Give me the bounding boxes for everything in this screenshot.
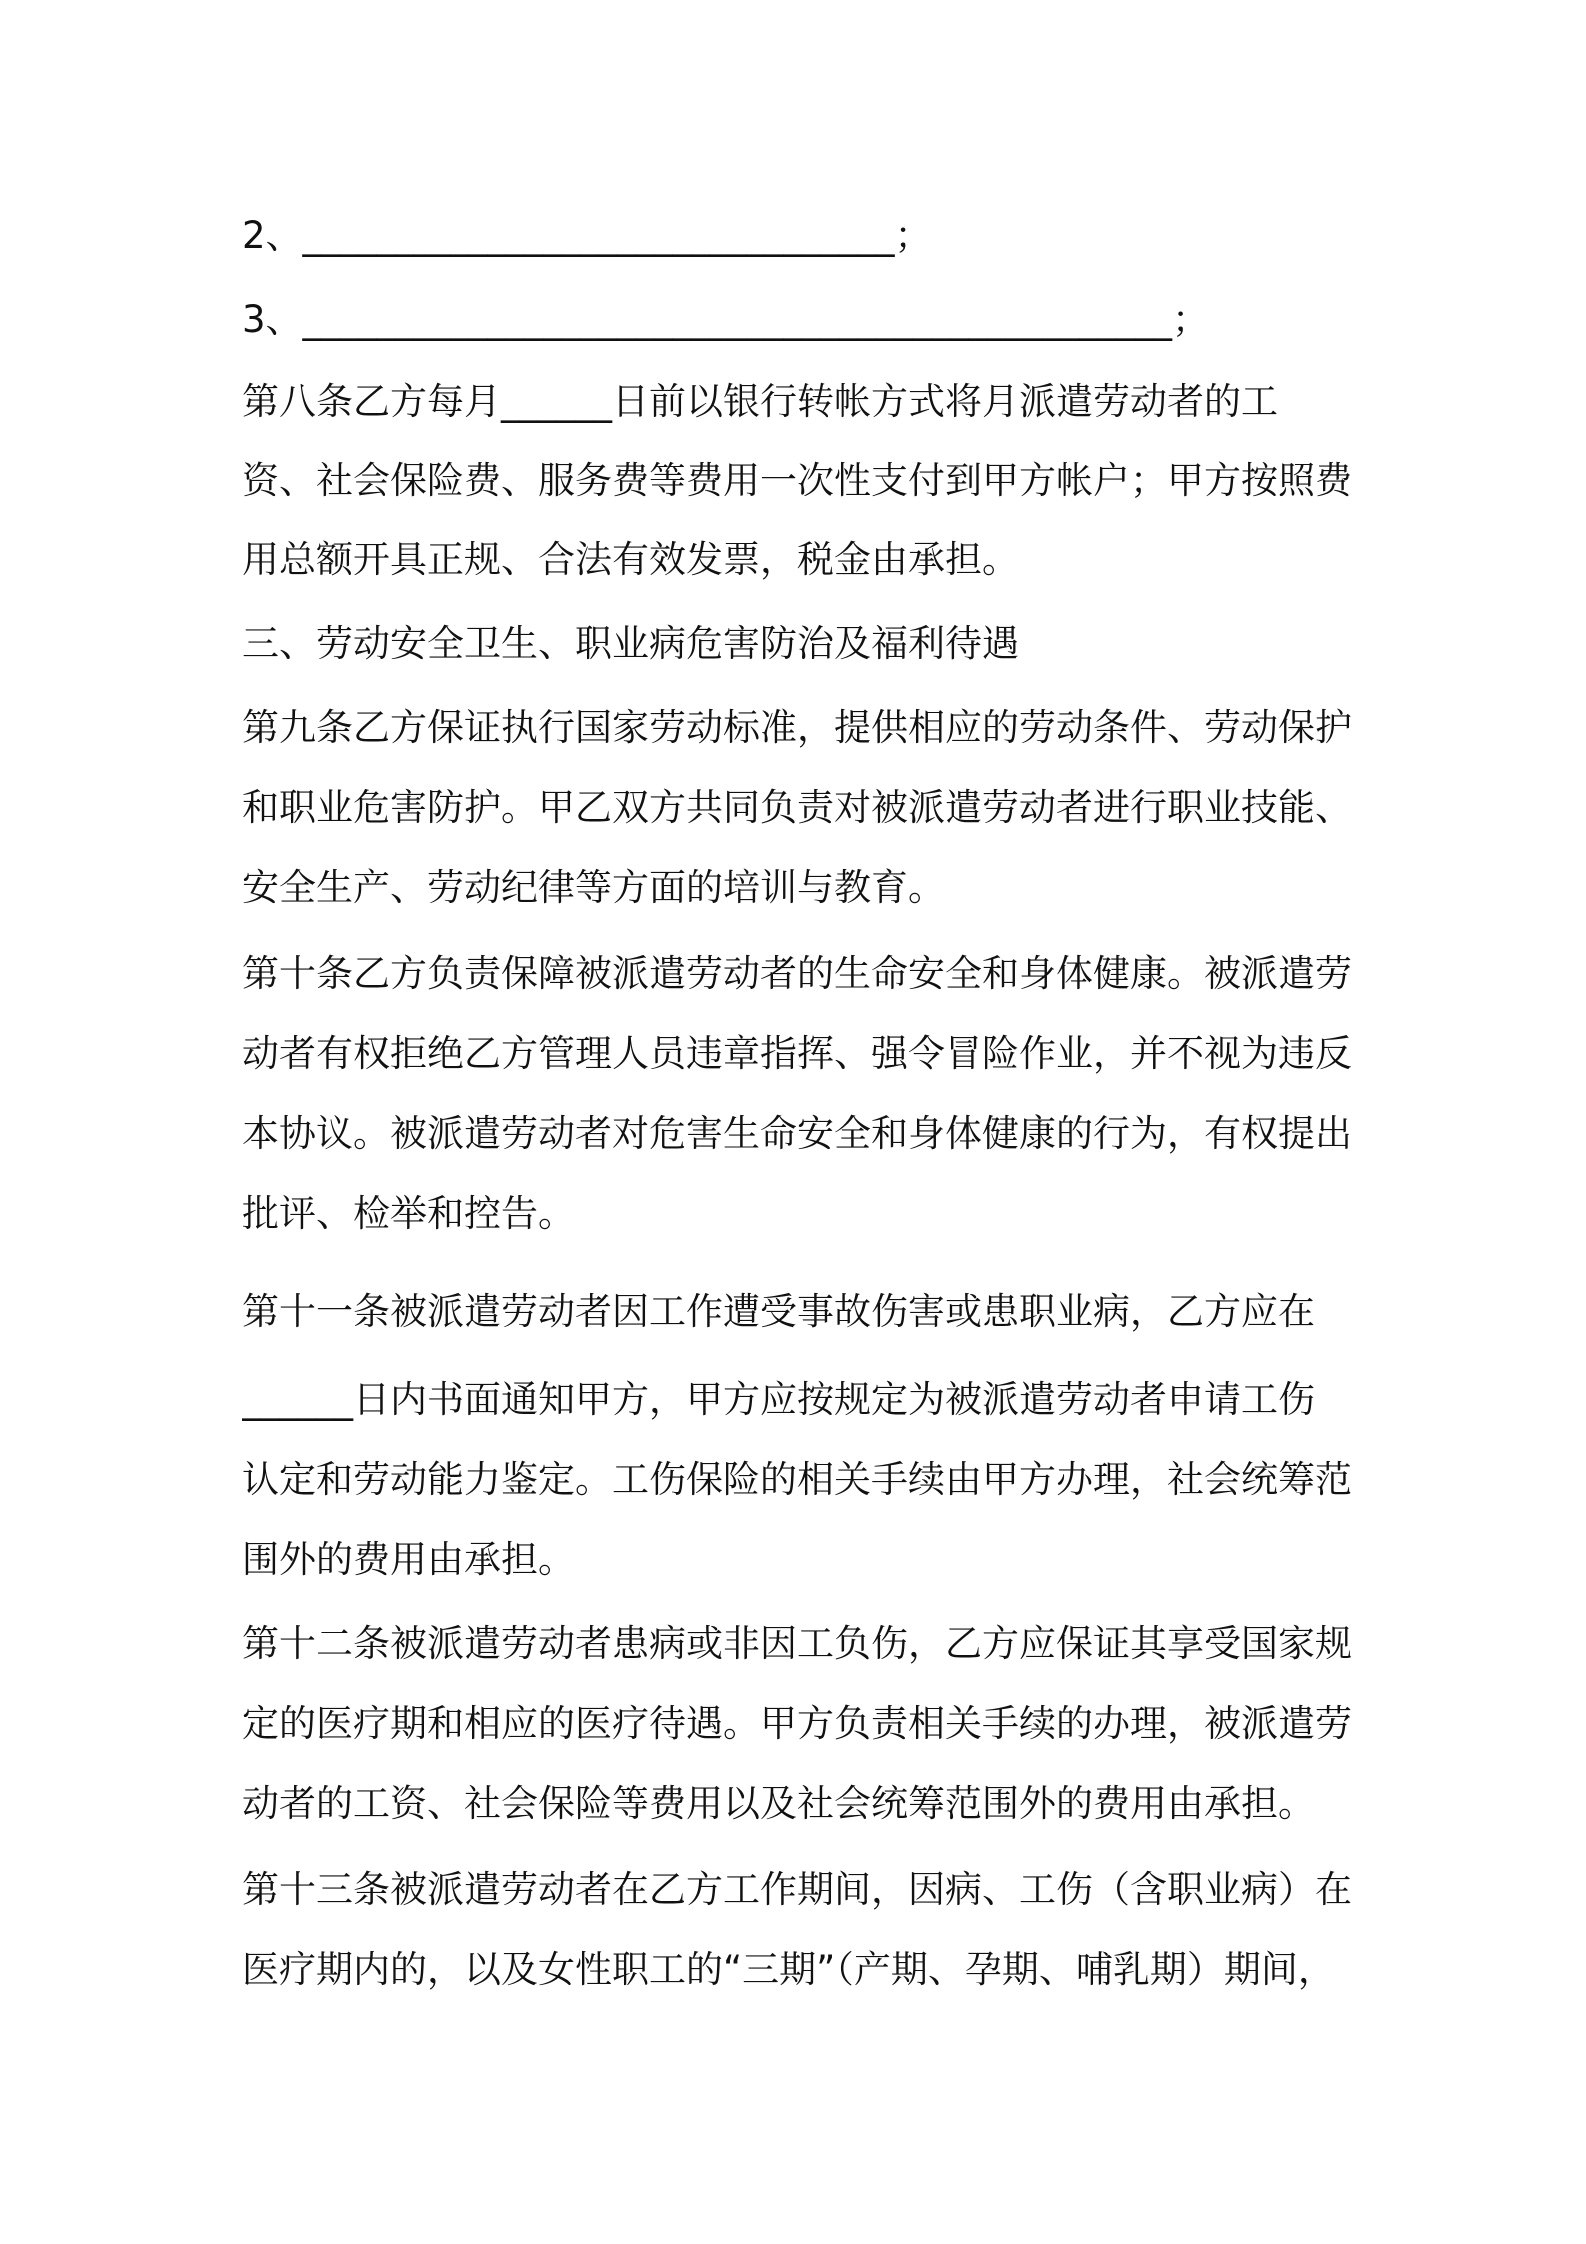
text-line: 第十条乙方负责保障被派遣劳动者的生命安全和身体健康。被派遣劳 — [242, 952, 1352, 995]
text-line: 定的医疗期和相应的医疗待遇。甲方负责相关手续的办理，被派遣劳 — [242, 1702, 1352, 1745]
text-line: 3、_______________________________________________； — [242, 298, 1210, 341]
text-line: 2、________________________________； — [242, 214, 932, 257]
text-line: 第十二条被派遣劳动者患病或非因工负伤，乙方应保证其享受国家规 — [242, 1622, 1352, 1665]
text-line: 资、社会保险费、服务费等费用一次性支付到甲方帐户；甲方按照费 — [242, 459, 1352, 502]
text-line: 认定和劳动能力鉴定。工伤保险的相关手续由甲方办理，社会统筹范 — [242, 1458, 1352, 1501]
text-line: 第八条乙方每月______日前以银行转帐方式将月派遣劳动者的工 — [242, 380, 1278, 423]
text-line: 医疗期内的，以及女性职工的“三期”（产期、孕期、哺乳期）期间， — [242, 1948, 1335, 1991]
text-line: 批评、检举和控告。 — [242, 1192, 575, 1235]
text-line: 动者的工资、社会保险等费用以及社会统筹范围外的费用由承担。 — [242, 1782, 1315, 1825]
text-line: 用总额开具正规、合法有效发票，税金由承担。 — [242, 538, 1019, 581]
section-heading: 三、劳动安全卫生、职业病危害防治及福利待遇 — [242, 622, 1019, 665]
text-line: 和职业危害防护。甲乙双方共同负责对被派遣劳动者进行职业技能、 — [242, 786, 1352, 829]
text-line: 围外的费用由承担。 — [242, 1538, 575, 1581]
text-line: 第十三条被派遣劳动者在乙方工作期间，因病、工伤（含职业病）在 — [242, 1868, 1352, 1911]
text-line: 第十一条被派遣劳动者因工作遭受事故伤害或患职业病，乙方应在 — [242, 1290, 1315, 1333]
text-line: ______日内书面通知甲方，甲方应按规定为被派遣劳动者申请工伤 — [242, 1378, 1315, 1421]
text-line: 本协议。被派遣劳动者对危害生命安全和身体健康的行为，有权提出 — [242, 1112, 1352, 1155]
text-line: 安全生产、劳动纪律等方面的培训与教育。 — [242, 866, 945, 909]
text-line: 第九条乙方保证执行国家劳动标准，提供相应的劳动条件、劳动保护 — [242, 706, 1352, 749]
text-line: 动者有权拒绝乙方管理人员违章指挥、强令冒险作业，并不视为违反 — [242, 1032, 1352, 1075]
